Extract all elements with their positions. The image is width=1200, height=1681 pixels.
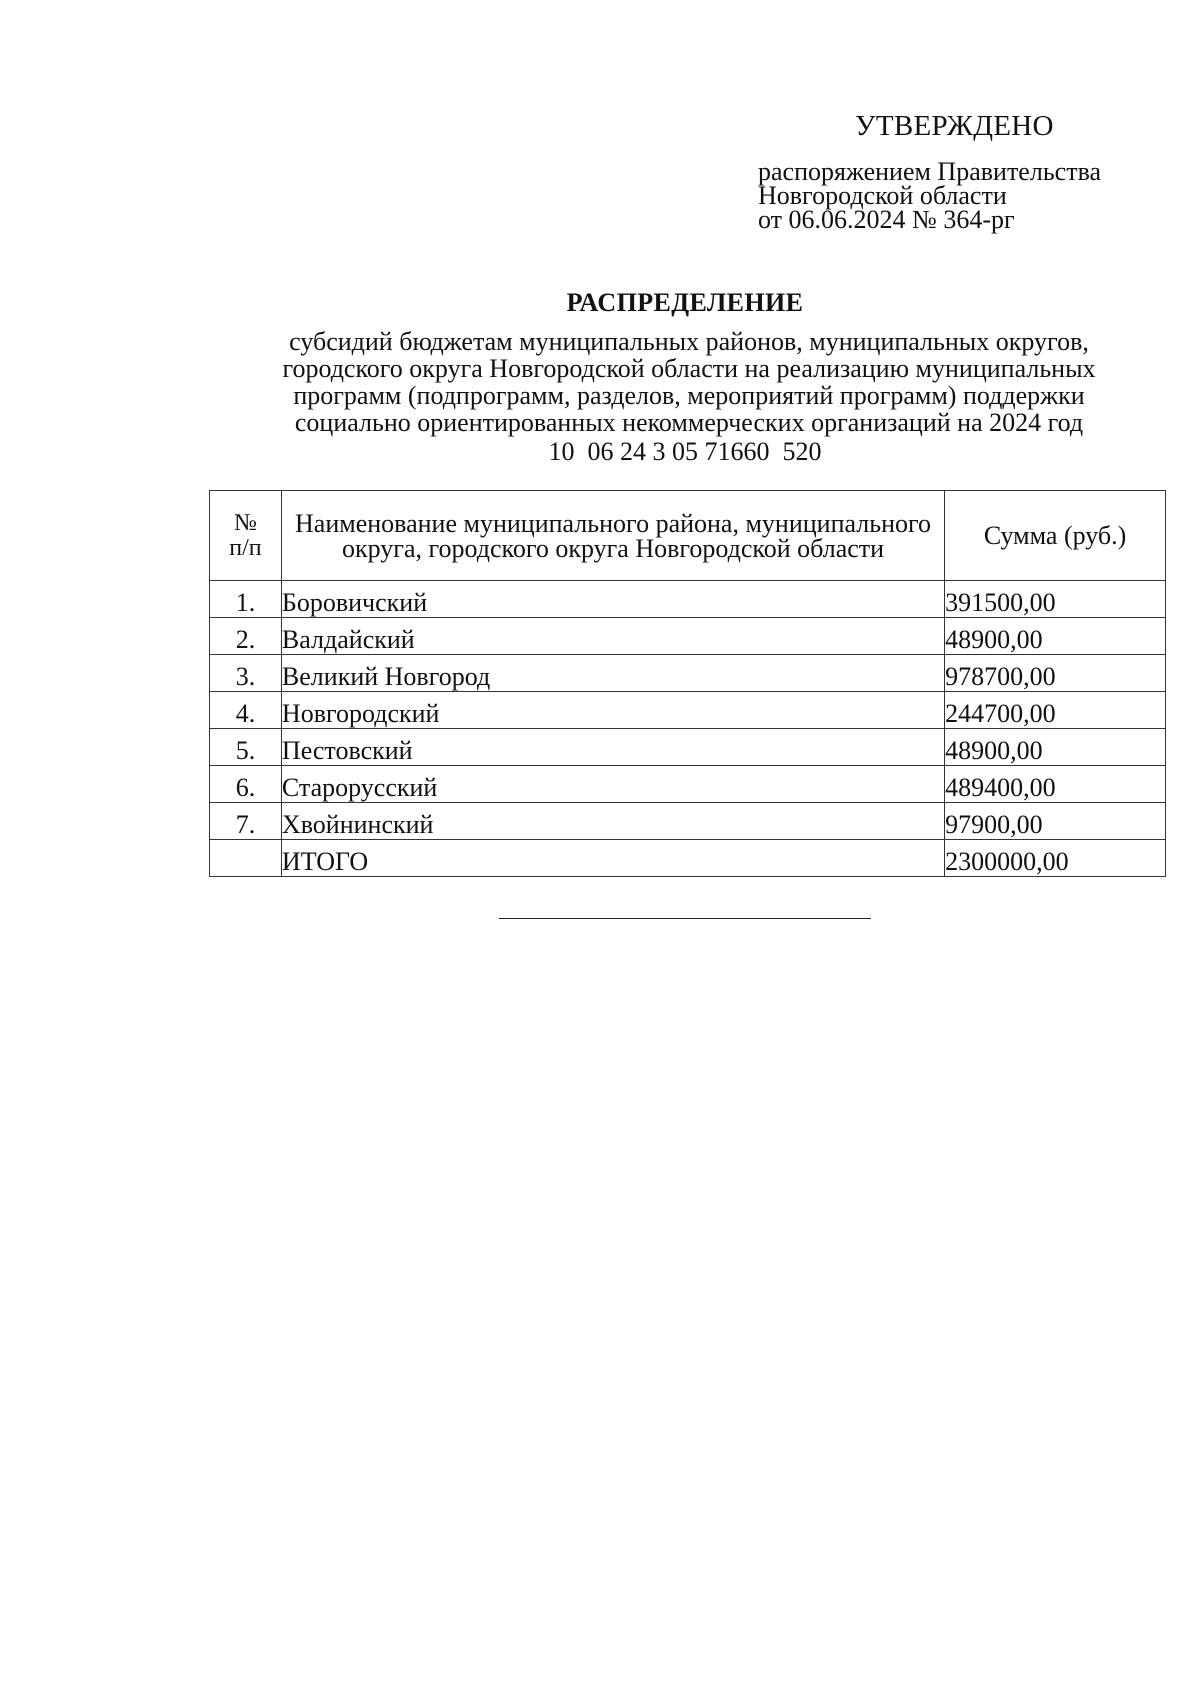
row-name: Великий Новгород: [281, 655, 944, 692]
table-row: [210, 655, 1166, 692]
row-number: 6.: [210, 766, 282, 803]
document-subtitle: субсидий бюджетам муниципальных районов, муниципальных округов, городского округа Новгородской области на реализацию муниципальных программ (подпрограмм, разделов, мероприятий программ) поддержки социально ориентированных некоммерческих организаций на 2024 год: [282, 327, 1096, 437]
row-name: Новгородский: [281, 692, 944, 729]
total-label: ИТОГО: [281, 840, 944, 877]
budget-classification-code: 10 06 24 3 05 71660 520: [548, 437, 822, 466]
row-sum: 391500,00: [945, 581, 1166, 618]
row-number: 1.: [210, 581, 282, 618]
table-header-row: [210, 491, 1166, 581]
row-sum: 978700,00: [945, 655, 1166, 692]
approval-block: [758, 108, 1178, 232]
table-row: [210, 692, 1166, 729]
approval-title: УТВЕРЖДЕНО: [855, 110, 1054, 142]
table-row: [210, 581, 1166, 618]
row-name: Боровичский: [281, 581, 944, 618]
header-number-sign: №: [234, 509, 257, 536]
row-number: 5.: [210, 729, 282, 766]
table-row: [210, 618, 1166, 655]
row-sum: 48900,00: [945, 729, 1166, 766]
row-name: Пестовский: [281, 729, 944, 766]
approval-line-1: распоряжением Правительства: [758, 157, 1102, 186]
header-number-abbr: п/п: [229, 534, 262, 561]
row-sum: 244700,00: [945, 692, 1166, 729]
row-sum: 97900,00: [945, 803, 1166, 840]
document-title: РАСПРЕДЕЛЕНИЕ: [566, 288, 804, 317]
total-sum: 2300000,00: [945, 840, 1166, 877]
table-row: [210, 803, 1166, 840]
table-row: [210, 766, 1166, 803]
header-name: Наименование муниципального района, муниципального округа, городского округа Новгородской области: [281, 491, 944, 581]
header-sum: Сумма (руб.): [945, 491, 1166, 581]
header-number: [210, 491, 282, 581]
row-sum: 48900,00: [945, 618, 1166, 655]
row-number: 7.: [210, 803, 282, 840]
row-name: Хвойнинский: [281, 803, 944, 840]
table-row: [210, 729, 1166, 766]
approval-line-3: от 06.06.2024 № 364-рг: [758, 205, 1015, 234]
distribution-table: [209, 490, 1166, 877]
row-name: Валдайский: [281, 618, 944, 655]
row-number: 3.: [210, 655, 282, 692]
end-divider: [499, 918, 871, 919]
total-number: [210, 840, 282, 877]
row-number: 4.: [210, 692, 282, 729]
table-total-row: [210, 840, 1166, 877]
row-name: Старорусский: [281, 766, 944, 803]
approval-line-2: Новгородской области: [758, 181, 1007, 210]
row-sum: 489400,00: [945, 766, 1166, 803]
row-number: 2.: [210, 618, 282, 655]
